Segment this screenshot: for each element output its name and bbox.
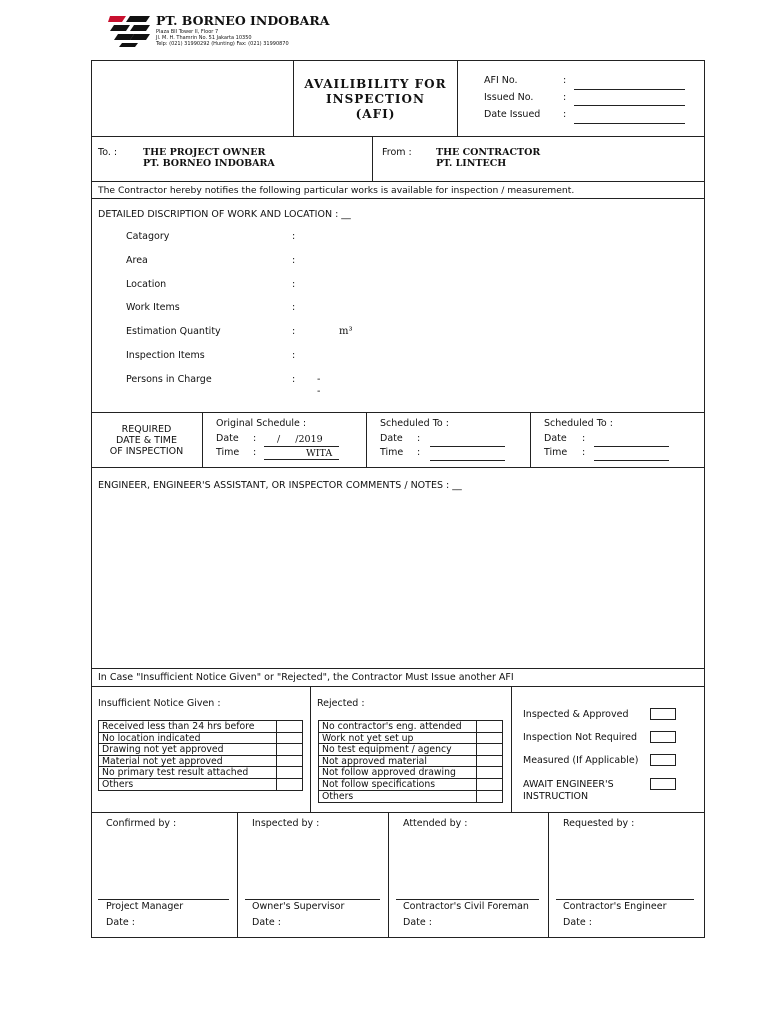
checkbox[interactable] xyxy=(276,756,302,767)
checkbox[interactable] xyxy=(276,779,302,791)
status-measured: Measured (If Applicable) xyxy=(523,755,639,766)
incase-note: In Case "Insufficient Notice Given" or "Rejected", the Contractor Must Issue another AFI xyxy=(98,672,514,683)
insufficient-item[interactable]: Others xyxy=(99,779,302,791)
scheduled-to-1-date[interactable] xyxy=(430,446,505,447)
person-2-dash: - xyxy=(317,386,321,397)
rejected-item[interactable]: Work not yet set up xyxy=(319,733,502,745)
company-address-3: Telp: (021) 31990292 (Hunting) Fax: (021) 31990870 xyxy=(156,41,289,47)
insufficient-item[interactable]: No location indicated xyxy=(99,733,302,745)
form-title-2: INSPECTION xyxy=(326,92,425,106)
description-heading: DETAILED DISCRIPTION OF WORK AND LOCATION : __ xyxy=(98,209,351,220)
confirmed-by-date: Date : xyxy=(106,917,135,928)
scheduled-to-2-title: Scheduled To : xyxy=(544,418,613,429)
insufficient-title: Insufficient Notice Given : xyxy=(98,698,221,709)
field-estimation-quantity-label: Estimation Quantity xyxy=(126,326,221,337)
confirmed-by-title: Confirmed by : xyxy=(106,818,177,829)
original-date-value[interactable]: / /2019 xyxy=(277,434,323,445)
status-inspection-not-required-checkbox[interactable] xyxy=(650,731,676,743)
insufficient-item[interactable]: Received less than 24 hrs before xyxy=(99,721,302,733)
confirmed-by-signature[interactable] xyxy=(98,899,229,900)
from-party-1: THE CONTRACTOR xyxy=(436,147,541,158)
status-await-instruction-1: AWAIT ENGINEER'S xyxy=(523,779,614,790)
scheduled-to-2-date[interactable] xyxy=(594,446,669,447)
requested-by-signature[interactable] xyxy=(556,899,694,900)
rejected-item[interactable]: Others xyxy=(319,791,502,803)
required-label-2: DATE & TIME xyxy=(116,435,177,446)
status-await-instruction-checkbox[interactable] xyxy=(650,778,676,790)
issued-no-label: Issued No. xyxy=(484,92,534,103)
afi-no-field[interactable] xyxy=(574,89,685,90)
field-work-items-label: Work Items xyxy=(126,302,180,313)
quantity-unit: m³ xyxy=(339,326,353,337)
inspected-by-title: Inspected by : xyxy=(252,818,320,829)
rejected-item[interactable]: No contractor's eng. attended xyxy=(319,721,502,733)
issued-no-field[interactable] xyxy=(574,105,685,106)
field-location-label: Location xyxy=(126,279,167,290)
insufficient-item[interactable]: No primary test result attached xyxy=(99,767,302,779)
attended-by-role: Contractor's Civil Foreman xyxy=(403,901,529,912)
original-schedule-title: Original Schedule : xyxy=(216,418,307,429)
from-label: From : xyxy=(382,147,412,158)
field-category-label: Catagory xyxy=(126,231,170,242)
afi-no-label: AFI No. xyxy=(484,75,518,86)
rejected-item[interactable]: Not approved material xyxy=(319,756,502,768)
scheduled-to-2-time[interactable] xyxy=(594,460,669,461)
insufficient-list xyxy=(98,720,303,791)
insufficient-item[interactable]: Drawing not yet approved xyxy=(99,744,302,756)
field-persons-in-charge-label: Persons in Charge xyxy=(126,374,212,385)
rejected-title: Rejected : xyxy=(317,698,365,709)
checkbox[interactable] xyxy=(276,733,302,744)
scheduled-to-1-time[interactable] xyxy=(430,460,505,461)
to-party-2: PT. BORNEO INDOBARA xyxy=(143,158,275,169)
checkbox[interactable] xyxy=(476,744,502,755)
insufficient-item[interactable]: Material not yet approved xyxy=(99,756,302,768)
contractor-notice: The Contractor hereby notifies the following particular works is available for inspection / measurement. xyxy=(98,185,575,196)
checkbox[interactable] xyxy=(476,791,502,803)
company-name: PT. BORNEO INDOBARA xyxy=(156,13,330,28)
company-address-1: Plaza BII Tower II, Floor 7 xyxy=(156,29,219,35)
checkbox[interactable] xyxy=(476,779,502,790)
comments-area[interactable] xyxy=(92,495,704,667)
status-inspected-approved: Inspected & Approved xyxy=(523,709,629,720)
requested-by-date: Date : xyxy=(563,917,592,928)
checkbox[interactable] xyxy=(276,767,302,778)
status-await-instruction-2: INSTRUCTION xyxy=(523,791,589,802)
attended-by-signature[interactable] xyxy=(396,899,539,900)
comments-heading: ENGINEER, ENGINEER'S ASSISTANT, OR INSPECTOR COMMENTS / NOTES : __ xyxy=(98,480,462,491)
required-label-1: REQUIRED xyxy=(121,424,172,435)
attended-by-title: Attended by : xyxy=(403,818,468,829)
inspected-by-date: Date : xyxy=(252,917,281,928)
to-party-1: THE PROJECT OWNER xyxy=(143,147,266,158)
requested-by-role: Contractor's Engineer xyxy=(563,901,667,912)
date-issued-label: Date Issued xyxy=(484,109,541,120)
checkbox[interactable] xyxy=(476,721,502,732)
status-inspection-not-required: Inspection Not Required xyxy=(523,732,638,743)
date-issued-field[interactable] xyxy=(574,123,685,124)
checkbox[interactable] xyxy=(476,733,502,744)
to-label: To. : xyxy=(98,147,118,158)
field-area-label: Area xyxy=(126,255,148,266)
company-logo xyxy=(108,14,152,48)
rejected-list xyxy=(318,720,503,803)
inspected-by-signature[interactable] xyxy=(245,899,380,900)
rejected-item[interactable]: No test equipment / agency xyxy=(319,744,502,756)
form-title-1: AVAILIBILITY FOR xyxy=(304,77,447,91)
checkbox[interactable] xyxy=(476,756,502,767)
field-inspection-items-label: Inspection Items xyxy=(126,350,205,361)
status-inspected-approved-checkbox[interactable] xyxy=(650,708,676,720)
attended-by-date: Date : xyxy=(403,917,432,928)
company-address-2: Jl. M. H. Thamrin No. 51 Jakarta 10350 xyxy=(156,35,252,41)
scheduled-to-1-title: Scheduled To : xyxy=(380,418,449,429)
rejected-item[interactable]: Not follow specifications xyxy=(319,779,502,791)
requested-by-title: Requested by : xyxy=(563,818,635,829)
confirmed-by-role: Project Manager xyxy=(106,901,184,912)
person-1-dash: - xyxy=(317,374,321,385)
checkbox[interactable] xyxy=(276,721,302,732)
original-time-value[interactable]: WITA xyxy=(306,448,333,459)
checkbox[interactable] xyxy=(276,744,302,755)
required-label-3: OF INSPECTION xyxy=(109,446,184,457)
status-measured-checkbox[interactable] xyxy=(650,754,676,766)
checkbox[interactable] xyxy=(476,767,502,778)
from-party-2: PT. LINTECH xyxy=(436,158,507,169)
rejected-item[interactable]: Not follow approved drawing xyxy=(319,767,502,779)
form-title-3: (AFI) xyxy=(355,107,396,121)
inspected-by-role: Owner's Supervisor xyxy=(252,901,345,912)
